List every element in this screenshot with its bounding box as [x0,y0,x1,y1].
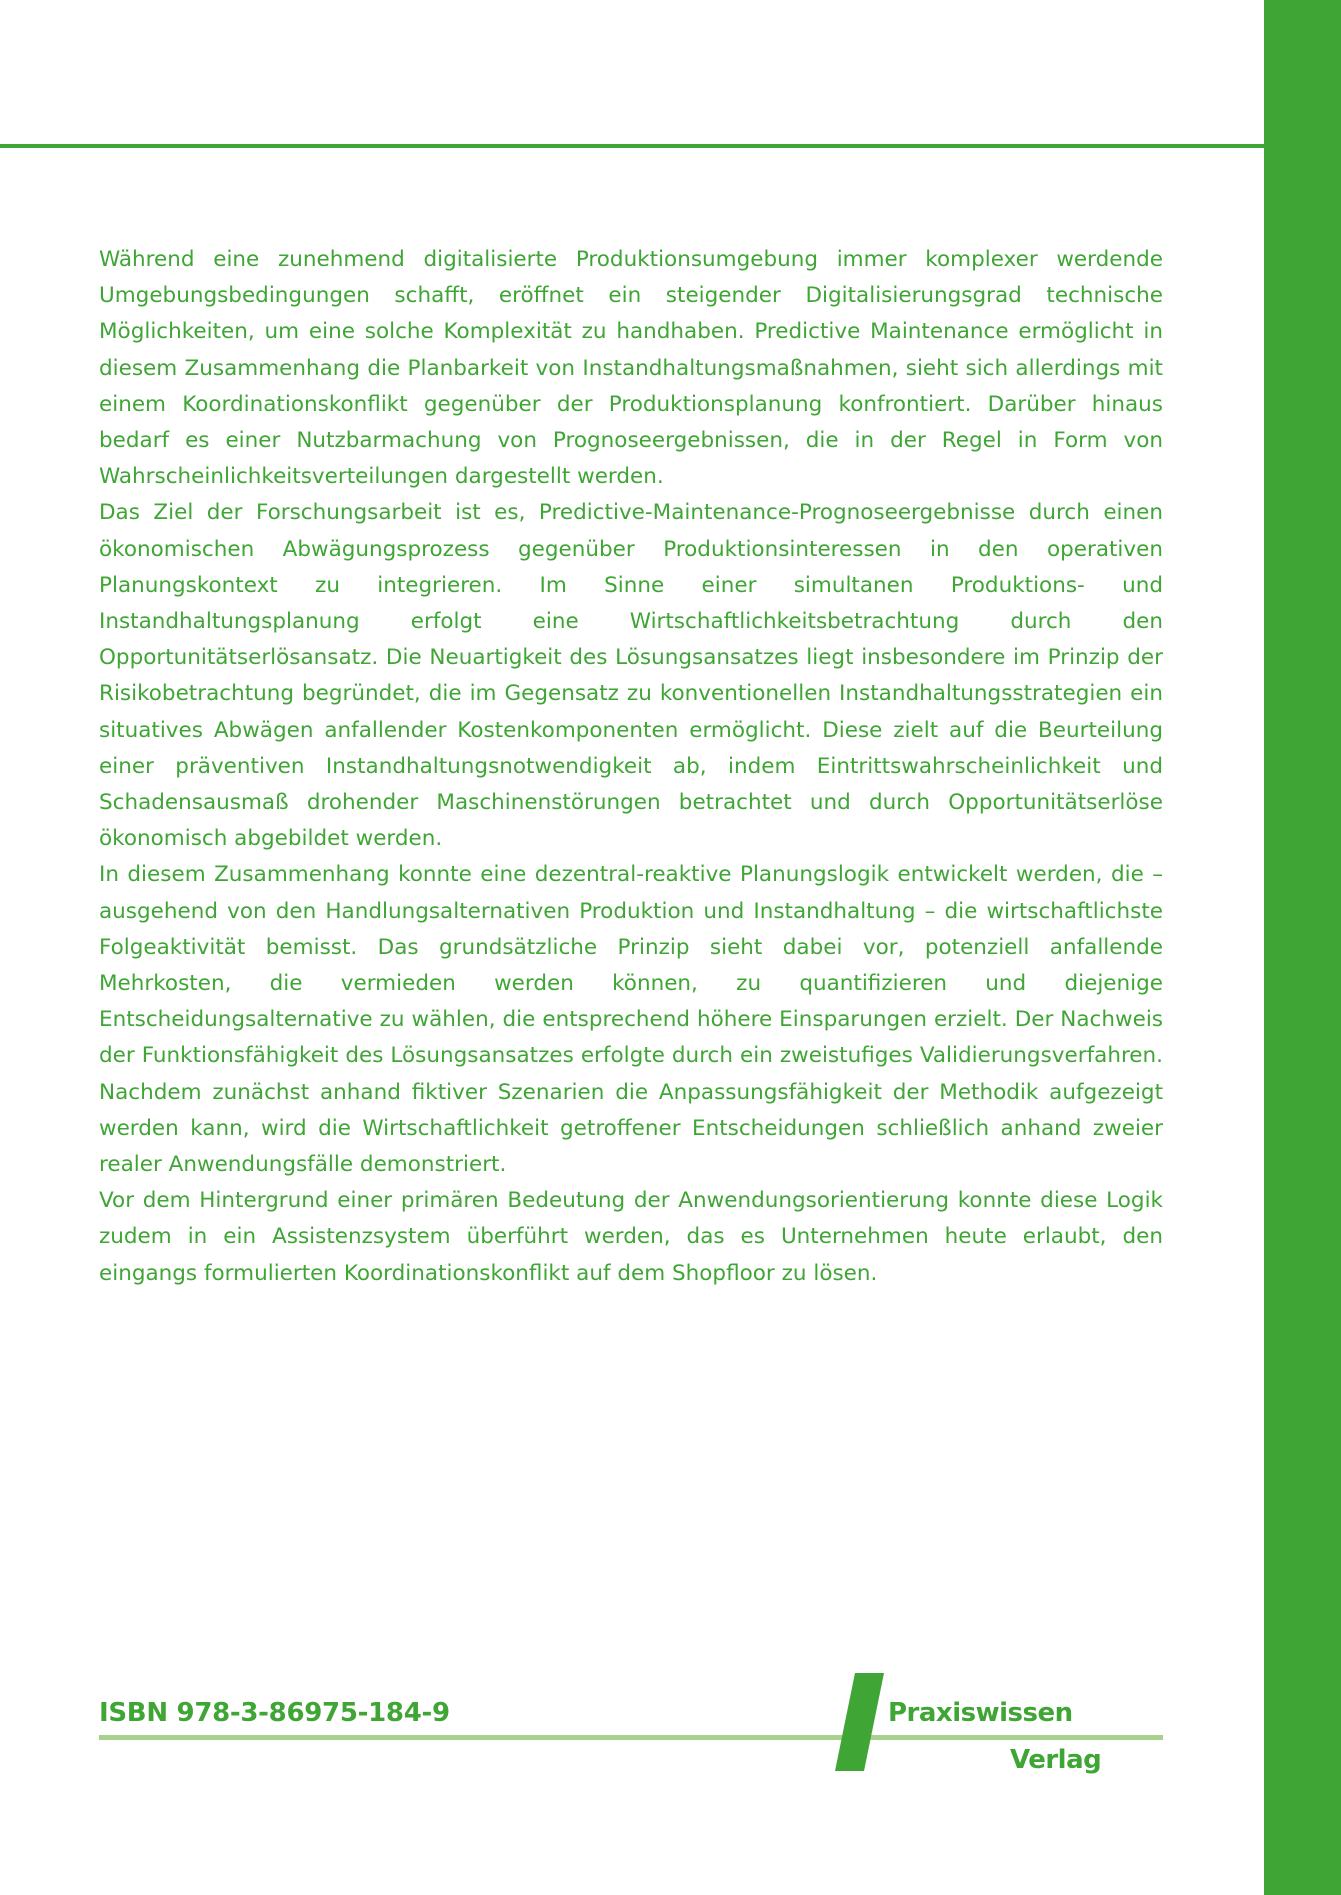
paragraph-3: In diesem Zusammenhang konnte eine dezentral-reaktive Planungslogik entwickelt werden, die – ausgehend von den Handlungsalternativen Produktion und Instandhaltung – die wirtschaftlichste Folgeaktivität bemisst. Das grundsätzliche Prinzip sieht dabei vor, potenziell anfallende Mehrkosten, die vermieden werden können, zu quantifizieren und diejenige Entscheidungsalternative zu wählen, die entsprechend höhere Einsparungen erzielt. Der Nachweis der Funktionsfähigkeit des Lösungsansatzes erfolgte durch ein zweistufiges Validierungsverfahren. Nachdem zunächst anhand fiktiver Szenarien die Anpassungsfähigkeit der Methodik aufgezeigt werden kann, wird die Wirtschaftlichkeit getroffener Entscheidungen schließlich anhand zweier realer Anwendungsfälle demonstriert. [99,862,1163,1178]
bottom-divider-line [99,1735,1163,1740]
back-cover-blurb [99,242,1163,1292]
paragraph-4: Vor dem Hintergrund einer primären Bedeutung der Anwendungsorientierung konnte diese Logik zudem in ein Assistenzsystem überführt werden, das es Unternehmen heute erlaubt, den eingangs formulierten Koordinationskonflikt auf dem Shopfloor zu lösen. [99,1188,1163,1286]
publisher-name-line1: Praxiswissen [888,1698,1073,1728]
top-divider-line [0,144,1264,148]
paragraph-2: Das Ziel der Forschungsarbeit ist es, Predictive-Maintenance-Prognoseergebnisse durch einen ökonomischen Abwägungsprozess gegenüber Produktionsinteressen in den operativen Planungskontext zu integrieren. Im Sinne einer simultanen Produktions- und Instandhaltungsplanung erfolgt eine Wirtschaftlichkeitsbetrachtung durch den Opportunitätserlösansatz. Die Neuartigkeit des Lösungsansatzes liegt insbesondere im Prinzip der Risikobetrachtung begründet, die im Gegensatz zu konventionellen Instandhaltungsstrategien ein situatives Abwägen anfallender Kostenkomponenten ermöglicht. Diese zielt auf die Beurteilung einer präventiven Instandhaltungsnotwendigkeit ab, indem Eintrittswahrscheinlichkeit und Schadensausmaß drohender Maschinenstörungen betrachtet und durch Opportunitätserlöse ökonomisch abgebildet werden. [99,500,1163,852]
publisher-name-line2: Verlag [1010,1745,1102,1775]
green-side-bar [1264,0,1341,1895]
isbn-number: ISBN 978-3-86975-184-9 [99,1698,450,1728]
paragraph-1: Während eine zunehmend digitalisierte Produktionsumgebung immer komplexer werdende Umgebungsbedingungen schafft, eröffnet ein steigender Digitalisierungsgrad technische Möglichkeiten, um eine solche Komplexität zu handhaben. Predictive Maintenance ermöglicht in diesem Zusammenhang die Planbarkeit von Instandhaltungsmaßnahmen, sieht sich allerdings mit einem Koordinationskonflikt gegenüber der Produktionsplanung konfrontiert. Darüber hinaus bedarf es einer Nutzbarmachung von Prognoseergebnissen, die in der Regel in Form von Wahrscheinlichkeitsverteilungen dargestellt werden. [99,247,1163,490]
